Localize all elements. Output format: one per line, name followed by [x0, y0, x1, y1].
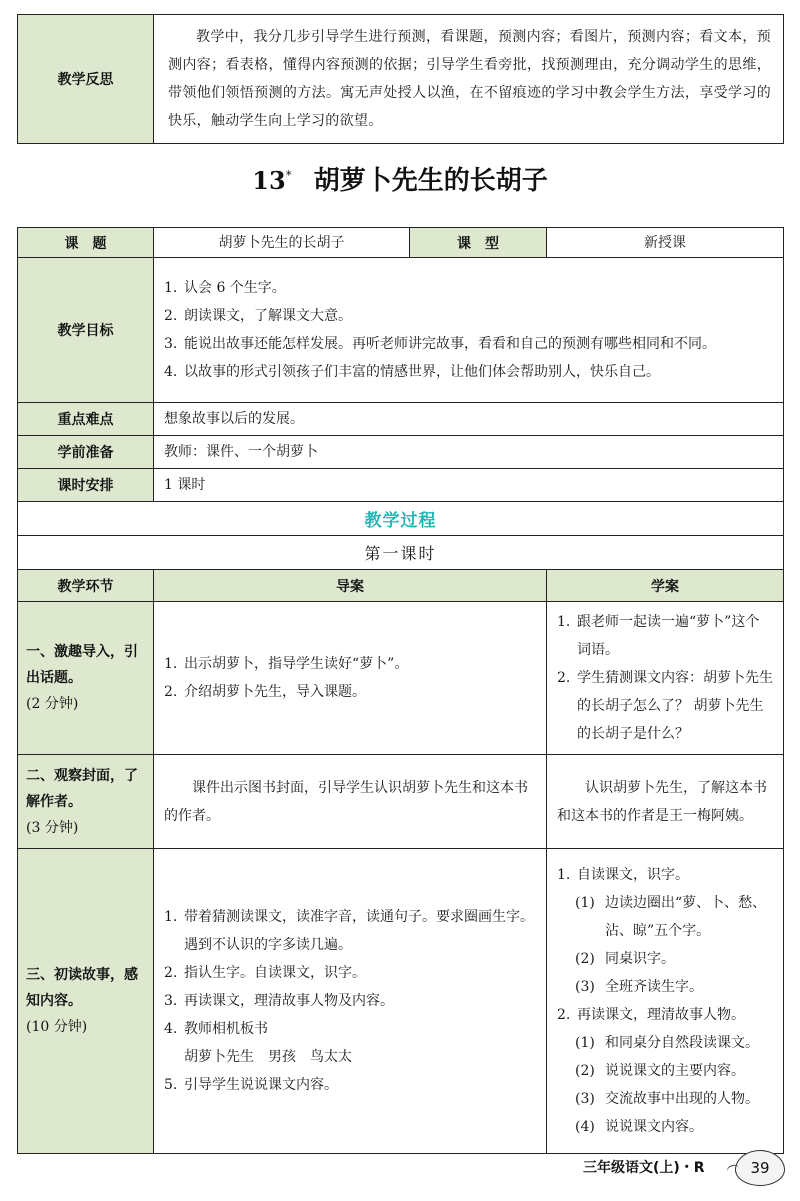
lesson-table — [17, 227, 784, 1154]
topic-value: 胡萝卜先生的长胡子 — [154, 228, 410, 258]
stage-guide: 课件出示图书封面，引导学生认识胡萝卜先生和这本书的作者。 — [154, 755, 547, 849]
goals-row — [18, 258, 784, 403]
list-item: 1. 自读课文，识字。 — [557, 867, 689, 883]
list-item: 1. 出示胡萝卜，指导学生读好“萝卜”。 — [164, 656, 409, 672]
process-heading-row — [18, 502, 784, 536]
list-item: 3. 再读课文，理清故事人物及内容。 — [164, 993, 394, 1009]
list-item: 2. 介绍胡萝卜先生，导入课题。 — [164, 684, 366, 700]
reflection-table — [17, 14, 784, 144]
focus-row — [18, 403, 784, 436]
topic-label: 课 题 — [18, 228, 154, 258]
footer-label: 三年级语文(上)・R — [583, 1160, 705, 1176]
goals-list — [164, 274, 773, 386]
lesson-number: 13 — [252, 166, 286, 195]
schedule-label: 课时安排 — [18, 469, 154, 502]
prep-value: 教师：课件、一个胡萝卜 — [154, 436, 784, 469]
list-subitem: (2) 说说课文的主要内容。 — [575, 1063, 745, 1079]
topic-row — [18, 228, 784, 258]
stage-title-cell — [18, 755, 154, 849]
prep-label: 学前准备 — [18, 436, 154, 469]
stage-time: (2 分钟) — [26, 696, 79, 712]
list-subitem: (1) 边读边圈出“萝、卜、愁、沾、晾”五个字。 — [575, 895, 767, 939]
schedule-row — [18, 469, 784, 502]
goal-item: 3. 能说出故事还能怎样发展。再听老师讲完故事，看看和自己的预测有哪些相同和不同。 — [164, 336, 716, 352]
list-item: 4. 教师相机板书 — [164, 1021, 268, 1037]
stage-learn — [547, 849, 784, 1154]
list-subitem: (1) 和同桌分自然段读课文。 — [575, 1035, 759, 1051]
prep-row — [18, 436, 784, 469]
goals-cell — [154, 258, 784, 403]
process-heading: 教学过程 — [18, 502, 784, 536]
page-number-badge: 39 — [735, 1150, 785, 1186]
list-subitem: (4) 说说课文内容。 — [575, 1119, 703, 1135]
col-learn-header: 学案 — [547, 570, 784, 602]
stage-row — [18, 602, 784, 755]
stage-row — [18, 755, 784, 849]
reflection-label: 教学反思 — [18, 15, 154, 144]
focus-label: 重点难点 — [18, 403, 154, 436]
period-row — [18, 536, 784, 570]
stage-learn — [547, 602, 784, 755]
col-guide-header: 导案 — [154, 570, 547, 602]
list-subitem: (2) 同桌识字。 — [575, 951, 675, 967]
list-item: 2. 指认生字。自读课文，识字。 — [164, 965, 366, 981]
goal-item: 4. 以故事的形式引领孩子们丰富的情感世界，让他们体会帮助别人，快乐自己。 — [164, 364, 660, 380]
col-stage-header: 教学环节 — [18, 570, 154, 602]
list-item: 1. 跟老师一起读一遍“萝卜”这个词语。 — [557, 614, 760, 658]
list-item: 1. 带着猜测读课文，读准字音，读通句子。要求圈画生字。遇到不认识的字多读几遍。 — [164, 909, 534, 953]
stage-time: (3 分钟) — [26, 819, 79, 836]
stage-title: 三、初读故事，感知内容。 — [26, 967, 138, 1009]
lesson-title — [0, 160, 800, 197]
period-heading: 第一课时 — [18, 536, 784, 570]
stage-row — [18, 849, 784, 1154]
goal-item: 2. 朗读课文，了解课文大意。 — [164, 308, 352, 324]
list-subitem: (3) 全班齐读生字。 — [575, 979, 703, 995]
board-writing: 胡萝卜先生 男孩 鸟太太 — [184, 1049, 352, 1065]
reflection-text: 教学中，我分几步引导学生进行预测，看课题，预测内容；看图片，预测内容；看文本，预测内容；看表格，懂得内容预测的依据；引导学生看旁批，找预测理由，充分调动学生的思维，带领他们领悟预测的方法。寓无声处授人以渔，在不留痕迹的学习中教会学生方法，享受学习的快乐，触动学生向上学习的欲望。 — [154, 15, 784, 144]
type-label: 课 型 — [410, 228, 547, 258]
goals-label: 教学目标 — [18, 258, 154, 403]
stage-time: (10 分钟) — [26, 1019, 88, 1035]
stage-learn: 认识胡萝卜先生，了解这本书和这本书的作者是王一梅阿姨。 — [547, 755, 784, 849]
goal-item: 1. 认会 6 个生字。 — [164, 280, 286, 296]
type-value: 新授课 — [547, 228, 784, 258]
stage-guide — [154, 602, 547, 755]
list-item: 2. 再读课文，理清故事人物。 — [557, 1007, 745, 1023]
list-item: 2. 学生猜测课文内容：胡萝卜先生的长胡子怎么了？ 胡萝卜先生的长胡子是什么？ — [557, 670, 773, 742]
schedule-value: 1 课时 — [154, 469, 784, 502]
process-header-row — [18, 570, 784, 602]
focus-value: 想象故事以后的发展。 — [154, 403, 784, 436]
lesson-star: * — [285, 168, 292, 183]
stage-title: 一、激趣导入，引出话题。 — [26, 644, 138, 686]
list-item: 5. 引导学生说说课文内容。 — [164, 1077, 338, 1093]
list-subitem: (3) 交流故事中出现的人物。 — [575, 1091, 759, 1107]
stage-title: 二、观察封面，了解作者。 — [26, 767, 138, 810]
lesson-title-text: 胡萝卜先生的长胡子 — [313, 166, 548, 196]
stage-title-cell — [18, 849, 154, 1154]
stage-guide — [154, 849, 547, 1154]
stage-title-cell — [18, 602, 154, 755]
